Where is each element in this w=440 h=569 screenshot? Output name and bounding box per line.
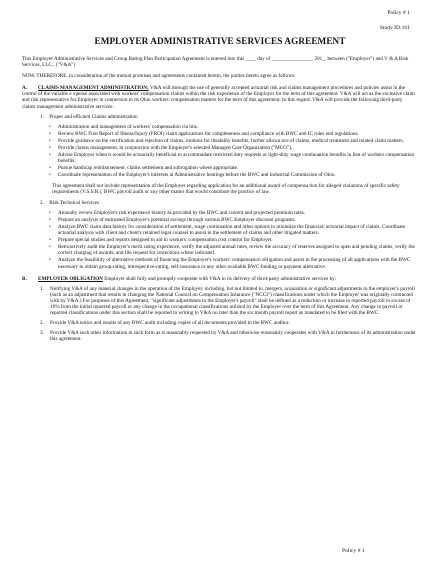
section-b	[22, 276, 416, 282]
document-title: EMPLOYER ADMINISTRATIVE SERVICES AGREEMENT	[94, 36, 346, 46]
list-item: • Prepare special studies and reports designed to aid in workers' compensation cost control for Employer.	[54, 237, 416, 243]
section-a-item-2	[40, 200, 416, 206]
section-a	[22, 85, 416, 109]
section-b-item-1	[40, 286, 416, 316]
list-item: • Administration and management of workers' compensation cla ims.	[54, 124, 416, 130]
study-id: Study ID:101	[379, 25, 410, 31]
document-body	[22, 56, 416, 346]
risk-technical-list	[54, 210, 416, 270]
section-a-label: A.	[22, 85, 28, 92]
list-item: • Advise Employer when it would be actuarially beneficial to accommodate restricted duty requests or light-duty wage continuation benefits in lieu of workers compensation benefits.	[54, 152, 416, 164]
section-b-item-3	[40, 330, 416, 342]
item-title: Risk Technical Services	[49, 199, 99, 206]
intro-paragraph: This Employer Administrative Services and Group Rating Plan Participation Agreement is entered into this ____ day of ________________ 201_, between ("Employer") and V & A Risk Services, LLC., ("V&A")	[22, 56, 409, 69]
section-b-text: Employer shall fully and promptly cooperate with V&A in its delivery of third-party administrative services by:	[102, 275, 337, 282]
list-item: • Prepare an analysis of estimated Employer's potential savings through various BWC Employer discount programs.	[54, 217, 416, 223]
section-a-item-1	[40, 114, 416, 120]
list-item: • Annually review Employer's risk experience history as provided by the BWC and current and projected premium rates.	[54, 210, 416, 216]
policy-number: Policy # 1	[387, 10, 410, 16]
section-a-text: V&A will through the use of generally accepted actuarial risk and claims management procedures and policies assist in the control of the variable e xpense associated with workers' compensation claims within the risk experience of the Employer for the term of this agreement. V&A will act as the exclusive claim and risk representative for Employer in connection to its Ohio workers' compensation matters for the term of this agreement. In this regard, V&A will provide the following third-party claims management administrative services:	[22, 85, 415, 110]
item-text: Notifying V&A of any material changes in the operation of the Employer, including, but not limited to, mergers, acquisition or significant adjustments to the employer's payroll (such as an adjustment that results in changing the National Council on Compensation Insurance ("NCCI") classifications under which the Employer was originally contracted with by V&A.) For purposes of this Agreement, "significant adjustments to the Employer's payroll" shall be defined as a reduction or increase in reported payroll in excess of 10% from the initial reported payroll or any change in the occupational classifications utilized by the Employer over the term of this Agreement. Any change in payroll or reported classifications under this section shall be reported in writing to V&A no later than the six month payroll report as mandated to be filed with the BWC.	[50, 285, 415, 317]
footer-policy-number: Policy # 1	[342, 548, 365, 554]
list-item: • Provide claims management, in conjunction with the Employer's selected Managed Care Organization ("MCO"),	[54, 145, 416, 151]
section-b-label: B.	[22, 275, 27, 282]
item-number: 3.	[40, 330, 44, 337]
item-number: 1.	[40, 285, 44, 292]
item-text: Provide V&A notice and results of any BWC audit including copies of all documents provided to the BWC auditor.	[50, 320, 290, 327]
list-item: • Pursue handicap reimbursement, claims settlement and subrogation where appropriate.	[54, 165, 416, 171]
item-title: Proper and efficient Claims administration	[49, 113, 138, 120]
section-b-heading: EMPLOYER OBLIGATION	[38, 275, 103, 282]
section-a-heading: CLAIMS MANAGEMENT ADMINISTRATION:	[38, 85, 149, 92]
list-item: • Retroactively audit the Employer's merit rating experience, verify the adjusted annual rates, review the accuracy of reserves assigned to open and pending claims, verify the correct charging of awards, and file request for corrections where indicated.	[54, 244, 416, 256]
section-b-item-2	[40, 320, 416, 326]
list-item: • Provide guidance on the certification and rejection of claims, motions for disability benefits, further allowa nce of claims, medical treatment and related claim matters.	[54, 138, 416, 144]
list-item: • Coordinate representation of the Employer's interests at Administrative hearings before the BWC and Industrial Commission of Ohio.	[54, 172, 416, 178]
item-number: 2.	[40, 320, 44, 327]
list-item: • Analyze the feasibility of alternative methods of financing the Employer's workers' compensation obligation and assist in the processing of all applications with the BWC necessary to obtain group-rating, retrospective-rating, self-insurance or any other available BWC funding or payment alternative.	[54, 257, 416, 269]
item-text: Provide V&A such other information in such form as is reasonably requested by V&A and otherwise reasonably cooperates with V&A in furtherance of its administration under this agreement.	[50, 330, 416, 343]
now-therefore-paragraph: NOW, THEREFORE, in consideration of the mutual promises and agreements contained herein, the parties hereto agree as follows:	[22, 73, 296, 80]
item-number: 1.	[40, 113, 44, 120]
list-item: • Analyze BWC claim data history for consideration of settlement, wage continuation and other options to minimize the financial/ actuarial impact of claims. Coordinate actuarial analysis with client and client's retained legal counsel to assist in the settlement of claims and other litigated matters.	[54, 224, 416, 236]
list-item: • Review BWC First Report of Illness/Injury (FROI) claim applications for completeness and compliance with BWC and IC rules and regulations.	[54, 131, 416, 137]
claims-admin-list	[54, 124, 416, 179]
item-number: 2.	[40, 199, 44, 206]
exclusion-note: This agreement shall not include representation of the Employer regarding application for an additional award of compensa tion for alleged violations of specific safety requirements (V.S.S.R.), BWC payroll audit or any other matter that would constitute the practice of law.	[52, 182, 400, 195]
